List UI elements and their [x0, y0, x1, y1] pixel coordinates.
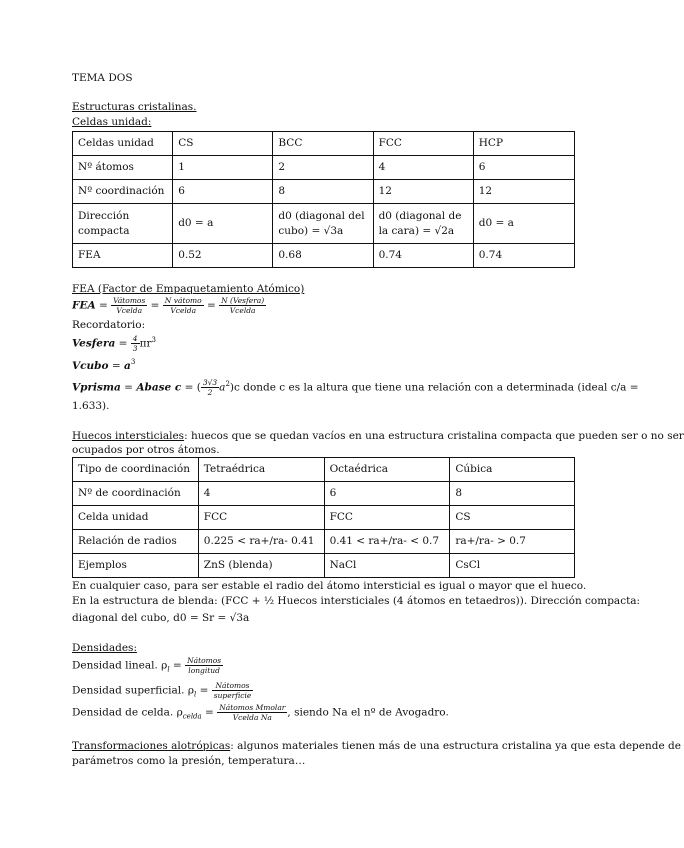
table-row: [73, 244, 575, 268]
table-cell: 6: [173, 180, 273, 204]
table-cell: 12: [473, 180, 574, 204]
table-cell: 4: [373, 156, 473, 180]
table-cell: 6: [324, 482, 450, 506]
table-cell: 6: [473, 156, 574, 180]
table-row: [73, 506, 575, 530]
densidad-lineal: Densidad lineal. $\rho_l$ = $\frac{\text{Nátomos}}{\text{longitud}}$: [72, 656, 222, 675]
transformaciones-line-2: parámetros como la presión, temperatura…: [72, 755, 306, 767]
fea-formula: FEA = $\frac{\text{Vátomos}}{\text{Vcelda}}$ = $\frac{\text{N vátomo}}{\text{Vcelda}}$ = $\frac{\text{N (Vesfera)}}{\text{Vcelda}}$: [72, 296, 265, 315]
celdas-unidad-table: [72, 131, 575, 268]
vprisma-text-cont: 1.633).: [72, 400, 110, 412]
vesfera-formula: Vesfera = $\frac{4}{3}$ $\pi r^3$: [72, 334, 156, 353]
table-cell: d0 (diagonal del cubo) = √3a: [273, 204, 373, 244]
table-cell: Celdas unidad: [73, 132, 173, 156]
table-cell: 2: [273, 156, 373, 180]
huecos-intro: Huecos intersticiales: huecos que se quedan vacíos en una estructura cristalina compacta que pueden ser o no ser: [72, 430, 684, 442]
table-cell: Relación de radios: [73, 530, 199, 554]
table-cell: Cúbica: [450, 458, 575, 482]
table-cell: FCC: [324, 506, 450, 530]
table-cell: 4: [198, 482, 324, 506]
table-cell: FCC: [373, 132, 473, 156]
densidades-heading: Densidades:: [72, 642, 137, 654]
table-cell: Nº coordinación: [73, 180, 173, 204]
huecos-note-3: diagonal del cubo, d0 = Sr = √3a: [72, 612, 250, 624]
table-row: [73, 458, 575, 482]
table-row: [73, 132, 575, 156]
table-cell: HCP: [473, 132, 574, 156]
table-cell: 0.74: [473, 244, 574, 268]
table-cell: Tetraédrica: [198, 458, 324, 482]
table-cell: 0.41 < ra+/ra- < 0.7: [324, 530, 450, 554]
huecos-table: [72, 457, 575, 578]
table-cell: Ejemplos: [73, 554, 199, 578]
section-heading-estructuras: Estructuras cristalinas.: [72, 101, 197, 113]
table-row: [73, 204, 575, 244]
huecos-intro-cont: ocupados por otros átomos.: [72, 444, 220, 456]
subheading-celdas: Celdas unidad:: [72, 116, 152, 128]
table-row: [73, 554, 575, 578]
table-cell: CS: [450, 506, 575, 530]
huecos-note-1: En cualquier caso, para ser estable el radio del átomo intersticial es igual o mayor que el hueco.: [72, 580, 587, 592]
huecos-heading: Huecos intersticiales: [72, 430, 185, 442]
table-cell: CsCl: [450, 554, 575, 578]
table-cell: 1: [173, 156, 273, 180]
fea-fraction-2: $\frac{\text{N vátomo}}{\text{Vcelda}}$: [164, 296, 202, 315]
table-cell: d0 = a: [473, 204, 574, 244]
table-row: [73, 530, 575, 554]
table-cell: d0 = a: [173, 204, 273, 244]
table-cell: ZnS (blenda): [198, 554, 324, 578]
table-cell: 8: [450, 482, 575, 506]
table-cell: Celda unidad: [73, 506, 199, 530]
transformaciones-heading: Transformaciones alotrópicas: [72, 740, 231, 752]
table-cell: Nº de coordinación: [73, 482, 199, 506]
table-cell: NaCl: [324, 554, 450, 578]
table-row: [73, 180, 575, 204]
table-cell: Tipo de coordinación: [73, 458, 199, 482]
table-cell: FEA: [73, 244, 173, 268]
table-cell: FCC: [198, 506, 324, 530]
fea-fraction-3: $\frac{\text{N (Vesfera)}}{\text{Vcelda}}$: [221, 296, 265, 315]
table-cell: BCC: [273, 132, 373, 156]
table-cell: 12: [373, 180, 473, 204]
vprisma-formula: Vprisma = Abase c = ( $\frac{3√3}{2}$ $a^2)c$ donde c es la altura que tiene una relación con a determinada (ideal c/a =: [72, 378, 639, 397]
vcubo-formula: Vcubo = $a^3$: [72, 358, 136, 372]
table-cell: Octaédrica: [324, 458, 450, 482]
table-cell: Dirección compacta: [73, 204, 173, 244]
transformaciones-line-1: Transformaciones alotrópicas: algunos materiales tienen más de una estructura cristalina ya que esta depende de: [72, 740, 681, 752]
page-title: TEMA DOS: [72, 72, 133, 84]
recordatorio-label: Recordatorio:: [72, 319, 146, 331]
table-row: [73, 482, 575, 506]
densidad-superficial: Densidad superficial. $\rho_l$ = $\frac{\text{Nátomos}}{\text{superficie}}$: [72, 681, 252, 700]
table-cell: 0.52: [173, 244, 273, 268]
table-cell: d0 (diagonal de la cara) = √2a: [373, 204, 473, 244]
fea-heading: FEA (Factor de Empaquetamiento Atómico): [72, 283, 305, 295]
densidad-celda: Densidad de celda. $\rho_{celda}$ = $\frac{\text{Nátomos Mmolar}}{\text{Vcelda Na}}$ , siendo Na el nº de Avogadro.: [72, 703, 449, 722]
huecos-note-2: En la estructura de blenda: (FCC + ½ Huecos intersticiales (4 átomos en tetaedros)). Dirección compacta:: [72, 595, 641, 607]
table-cell: 0.68: [273, 244, 373, 268]
table-cell: 8: [273, 180, 373, 204]
table-cell: CS: [173, 132, 273, 156]
fea-fraction-1: $\frac{\text{Vátomos}}{\text{Vcelda}}$: [113, 296, 146, 315]
table-cell: 0.225 < ra+/ra- 0.41: [198, 530, 324, 554]
table-cell: Nº átomos: [73, 156, 173, 180]
table-row: [73, 156, 575, 180]
table-cell: 0.74: [373, 244, 473, 268]
fea-lhs: FEA: [72, 299, 96, 312]
table-cell: ra+/ra- > 0.7: [450, 530, 575, 554]
